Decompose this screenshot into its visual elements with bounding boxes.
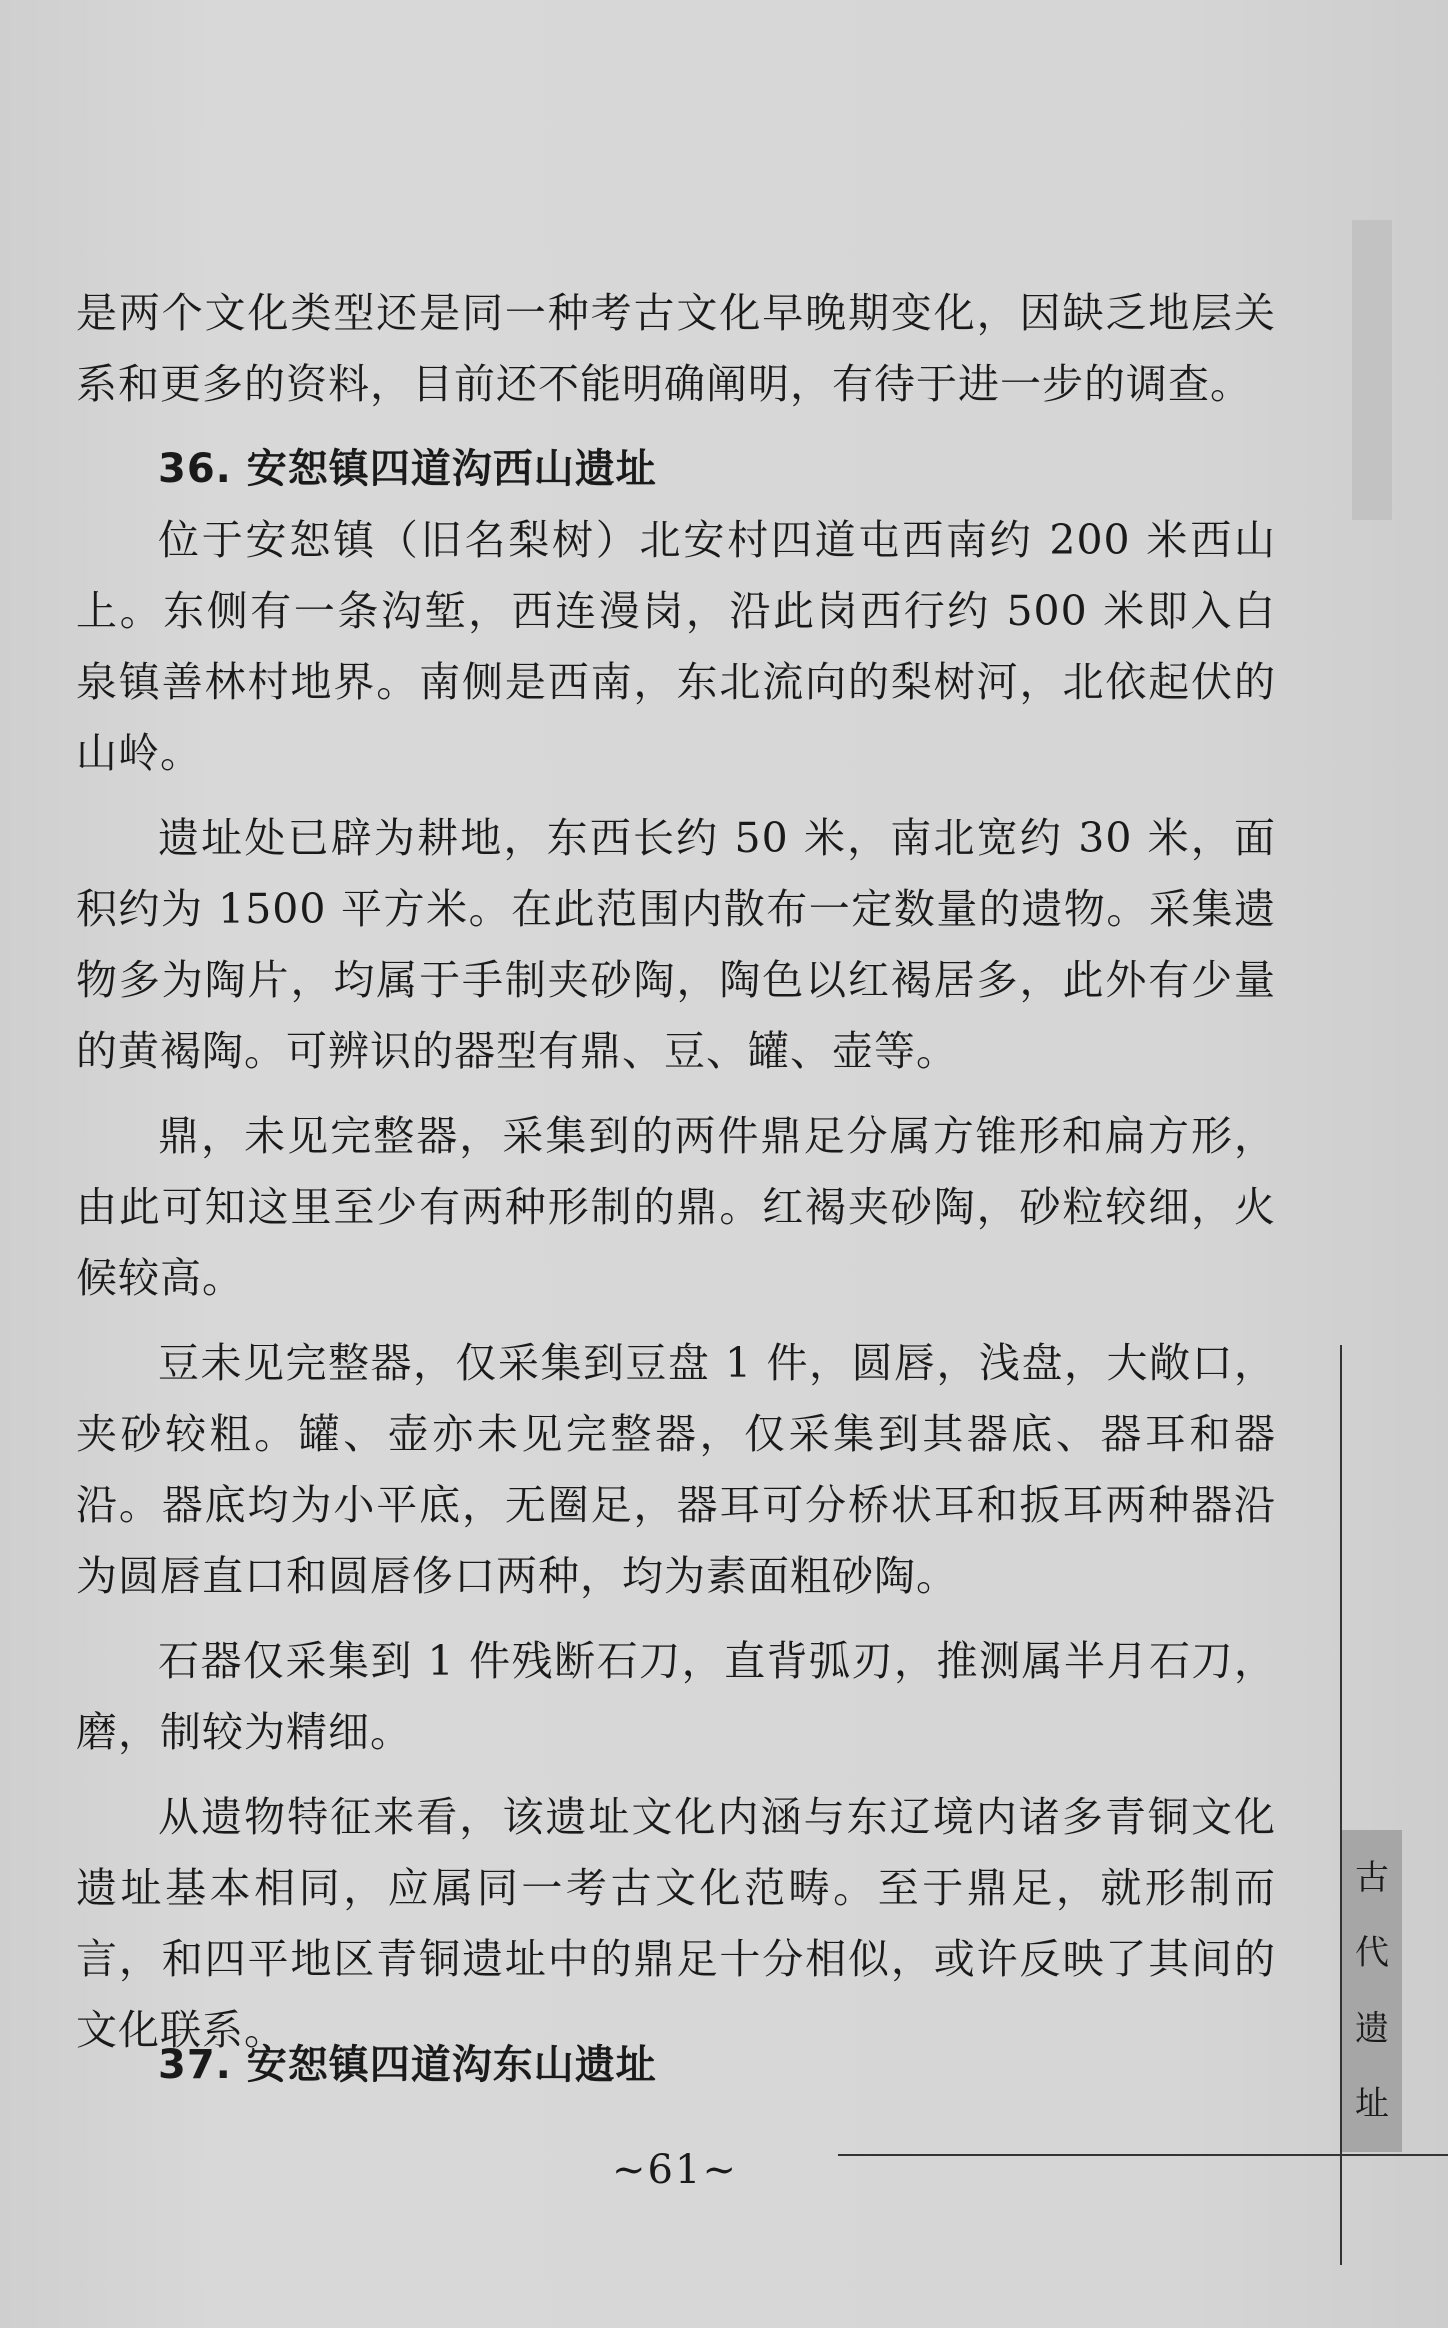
side-tab-char: 代 bbox=[1355, 1933, 1389, 1974]
page-content bbox=[76, 278, 1276, 2080]
section-heading-36: 36. 安恕镇四道沟西山遗址 bbox=[158, 446, 657, 492]
chapter-side-tab bbox=[1342, 1830, 1402, 2152]
side-tab-char: 古 bbox=[1355, 1857, 1389, 1898]
paragraph-conclusion: 从遗物特征来看，该遗址文化内涵与东辽境内诸多青铜文化遗址基本相同，应属同一考古文化范畴。至于鼎足，就形制而言，和四平地区青铜遗址中的鼎足十分相似，或许反映了其间的文化联系。 bbox=[76, 1793, 1276, 2054]
bleed-through-tab bbox=[1352, 220, 1392, 520]
paragraph-dou: 豆未见完整器，仅采集到豆盘 1 件，圆唇，浅盘，大敞口，夹砂较粗。罐、壶亦未见完整器，仅采集到其器底、器耳和器沿。器底均为小平底，无圈足，器耳可分桥状耳和扳耳两种器沿为圆唇直口和圆唇侈口两种，均为素面粗砂陶。 bbox=[76, 1339, 1276, 1600]
paragraph-location: 位于安恕镇（旧名梨树）北安村四道屯西南约 200 米西山上。东侧有一条沟堑，西连漫岗，沿此岗西行约 500 米即入白泉镇善林村地界。南侧是西南，东北流向的梨树河，北依起伏的山岭。 bbox=[76, 516, 1276, 777]
paragraph-continuation: 是两个文化类型还是同一种考古文化早晚期变化，因缺乏地层关系和更多的资料，目前还不能明确阐明，有待于进一步的调查。 bbox=[76, 289, 1276, 408]
page-number: ~61~ bbox=[612, 2147, 738, 2193]
side-tab-char: 址 bbox=[1355, 2084, 1389, 2125]
paragraph-ding: 鼎，未见完整器，采集到的两件鼎足分属方锥形和扁方形，由此可知这里至少有两种形制的鼎。红褐夹砂陶，砂粒较细，火候较高。 bbox=[76, 1112, 1276, 1302]
side-tab-char: 遗 bbox=[1355, 2008, 1389, 2049]
paragraph-stone-tools: 石器仅采集到 1 件残断石刀，直背弧刃，推测属半月石刀，磨，制较为精细。 bbox=[76, 1637, 1276, 1756]
paragraph-area: 遗址处已辟为耕地，东西长约 50 米，南北宽约 30 米，面积约为 1500 平方米。在此范围内散布一定数量的遗物。采集遗物多为陶片，均属于手制夹砂陶，陶色以红褐居多，此外有少量的黄褐陶。可辨识的器型有鼎、豆、罐、壶等。 bbox=[76, 814, 1276, 1075]
section-heading-37: 37. 安恕镇四道沟东山遗址 bbox=[158, 2042, 657, 2088]
footer-rule bbox=[838, 2154, 1448, 2156]
